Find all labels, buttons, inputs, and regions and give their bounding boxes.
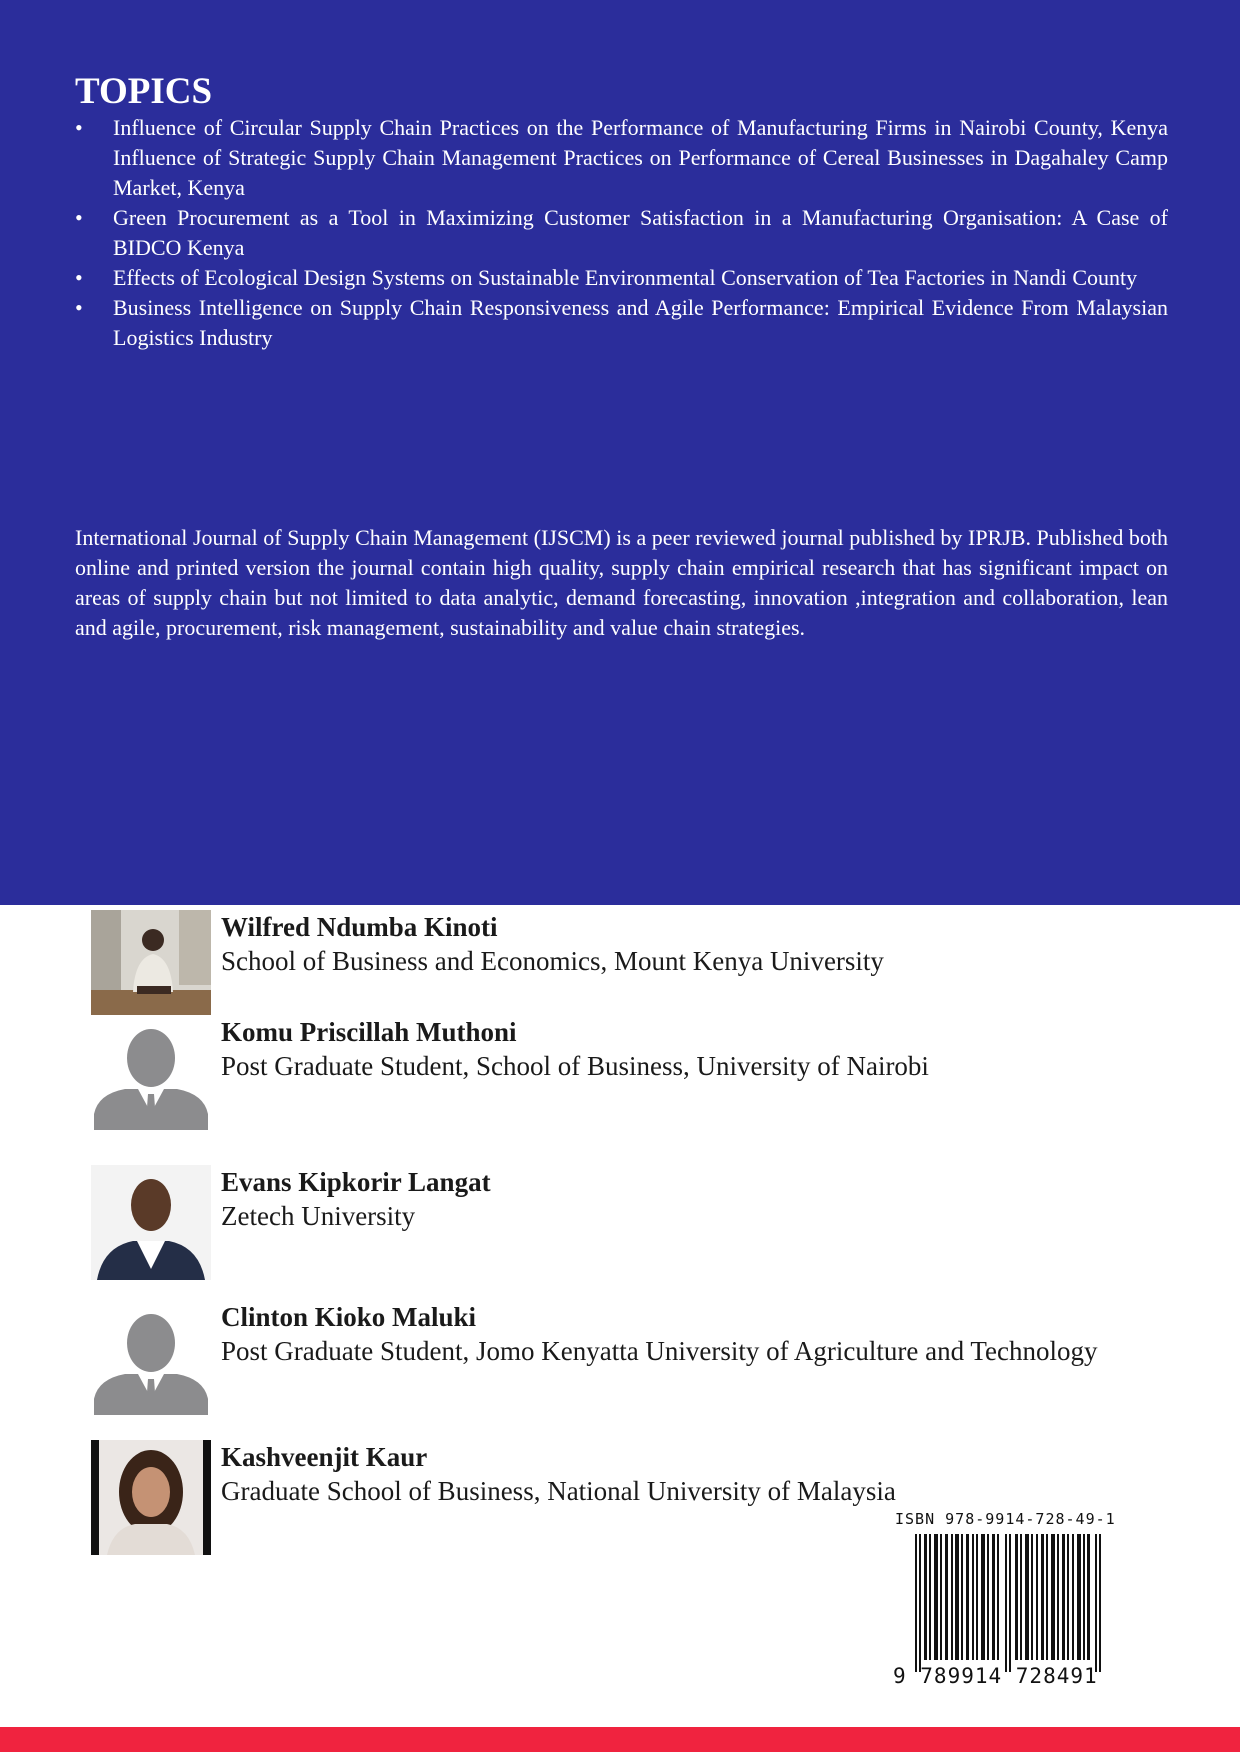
isbn-label: ISBN 978-9914-728-49-1	[895, 1510, 1116, 1528]
author-photo	[91, 1300, 211, 1415]
author-entry	[91, 910, 1091, 1030]
topic-text: Effects of Ecological Design Systems on Sustainable Environmental Conservation of Tea Factories in Nandi County	[113, 265, 1138, 290]
author-affiliation: Post Graduate Student, Jomo Kenyatta University of Agriculture and Technology	[221, 1336, 1098, 1366]
author-entry	[91, 1165, 1091, 1285]
bullet-icon: •	[75, 205, 83, 230]
author-photo-portrait-icon	[91, 1165, 211, 1280]
bullet-icon: •	[75, 265, 83, 290]
topic-item	[75, 203, 1168, 263]
author-photo-portrait-icon	[91, 1440, 211, 1555]
author-info	[221, 910, 1101, 979]
author-name: Komu Priscillah Muthoni	[221, 1017, 517, 1047]
author-entry	[91, 1300, 1098, 1420]
author-photo	[91, 1015, 211, 1130]
author-photo	[91, 1440, 211, 1555]
topic-text: Green Procurement as a Tool in Maximizing Customer Satisfaction in a Manufacturing Organisation: A Case of BIDCO Kenya	[113, 205, 1168, 260]
topics-heading: TOPICS	[75, 71, 213, 112]
author-affiliation: Graduate School of Business, National University of Malaysia	[221, 1476, 896, 1506]
isbn-digits: 9 789914 728491	[893, 1664, 1098, 1688]
topic-text: Influence of Circular Supply Chain Practices on the Performance of Manufacturing Firms in Nairobi County, Kenya Influence of Strategic Supply Chain Management Practices on Performance of Cereal Businesses in Dagahaley Camp Market, Kenya	[113, 115, 1168, 200]
author-info	[221, 1015, 1101, 1084]
topic-item	[75, 263, 1168, 293]
author-info	[221, 1165, 1101, 1234]
cover-bottom-strip	[0, 1727, 1240, 1752]
author-photo	[91, 1165, 211, 1280]
author-photo-office-icon	[91, 910, 211, 1025]
topic-item	[75, 113, 1168, 203]
author-name: Kashveenjit Kaur	[221, 1442, 428, 1472]
author-name: Clinton Kioko Maluki	[221, 1302, 477, 1332]
author-affiliation: Zetech University	[221, 1201, 416, 1231]
author-name: Wilfred Ndumba Kinoti	[221, 912, 498, 942]
person-silhouette-icon	[91, 1300, 211, 1415]
author-affiliation: Post Graduate Student, School of Business, University of Nairobi	[221, 1051, 929, 1081]
author-info	[221, 1440, 1101, 1509]
author-info	[221, 1300, 1101, 1369]
author-name: Evans Kipkorir Langat	[221, 1167, 491, 1197]
topics-list	[75, 113, 1168, 353]
barcode-bars	[915, 1534, 1103, 1672]
topic-text: Business Intelligence on Supply Chain Responsiveness and Agile Performance: Empirical Evidence From Malaysian Logistics Industry	[113, 295, 1168, 350]
bullet-icon: •	[75, 115, 83, 140]
person-silhouette-icon	[91, 1015, 211, 1130]
topic-item	[75, 293, 1168, 353]
isbn-barcode	[893, 1510, 1116, 1690]
bullet-icon: •	[75, 295, 83, 320]
journal-description: International Journal of Supply Chain Management (IJSCM) is a peer reviewed journal published by IPRJB. Published both online and printed version the journal contain high quality, supply chain empirical research that has significant impact on areas of supply chain but not limited to data analytic, demand forecasting, innovation ,integration and collaboration, lean and agile, procurement, risk management, sustainability and value chain strategies.	[75, 525, 1168, 640]
author-entry	[91, 1015, 1091, 1135]
author-photo	[91, 910, 211, 1025]
author-affiliation: School of Business and Economics, Mount Kenya University	[221, 946, 884, 976]
